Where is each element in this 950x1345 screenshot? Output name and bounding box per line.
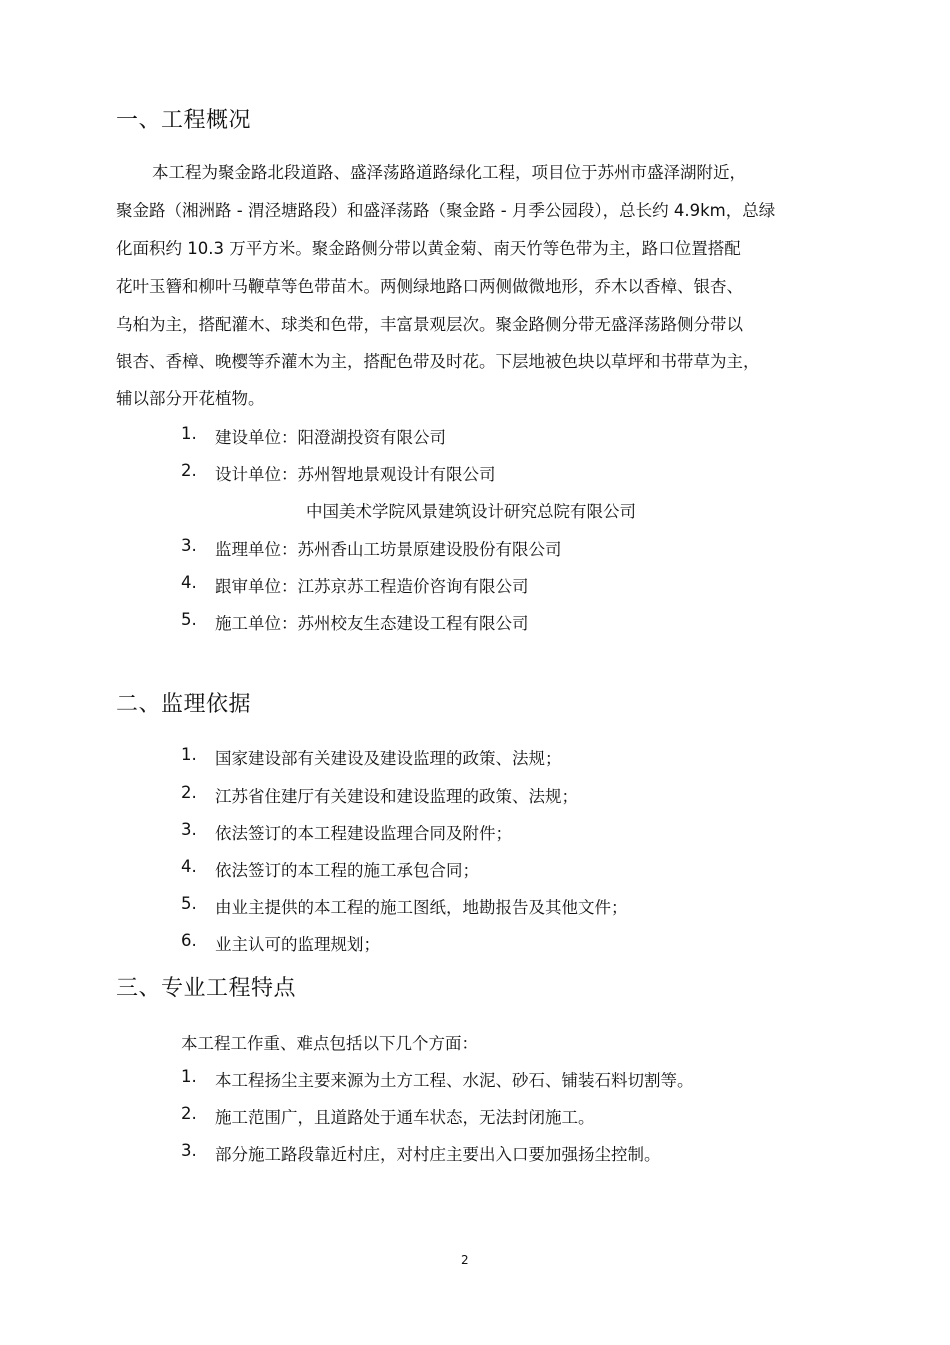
list-text: 施工单位：苏州校友生态建设工程有限公司 <box>215 614 529 633</box>
paragraph-line: 银杏、香樟、晚樱等乔灌木为主，搭配色带及时花。下层地被色块以草坪和书带草为主， <box>116 352 760 371</box>
list-text: 建设单位：阳澄湖投资有限公司 <box>215 428 446 447</box>
list-text: 江苏省住建厅有关建设和建设监理的政策、法规； <box>215 787 578 806</box>
list-number: 3. <box>181 820 197 839</box>
list-number: 2. <box>181 1104 197 1123</box>
paragraph-line: 本工程为聚金路北段道路、盛泽荡路道路绿化工程，项目位于苏州市盛泽湖附近， <box>152 163 746 182</box>
list-text: 业主认可的监理规划； <box>215 935 380 954</box>
list-number: 4. <box>181 857 197 876</box>
paragraph-line: 化面积约 10.3 万平方米。聚金路侧分带以黄金菊、南天竹等色带为主，路口位置搭配 <box>116 239 741 258</box>
list-text: 依法签订的本工程建设监理合同及附件； <box>215 824 512 843</box>
list-number: 3. <box>181 536 197 555</box>
paragraph-line: 辅以部分开花植物。 <box>116 389 265 408</box>
list-text: 施工范围广，且道路处于通车状态，无法封闭施工。 <box>215 1108 595 1127</box>
list-number: 1. <box>181 1067 197 1086</box>
list-text: 本工程扬尘主要来源为土方工程、水泥、砂石、铺装石料切割等。 <box>215 1071 694 1090</box>
list-number: 1. <box>181 424 197 443</box>
list-text: 监理单位：苏州香山工坊景原建设股份有限公司 <box>215 540 562 559</box>
list-text: 设计单位：苏州智地景观设计有限公司 <box>215 465 496 484</box>
section-heading-features: 三、专业工程特点 <box>116 976 297 1001</box>
list-number: 2. <box>181 783 197 802</box>
list-number: 1. <box>181 745 197 764</box>
section-heading-basis: 二、监理依据 <box>116 692 252 717</box>
paragraph-line: 聚金路（湘洲路 - 渭泾塘路段）和盛泽荡路（聚金路 - 月季公园段），总长约 4.9km，总绿 <box>116 201 776 220</box>
list-text: 中国美术学院风景建筑设计研究总院有限公司 <box>306 502 636 521</box>
list-number: 5. <box>181 610 197 629</box>
list-text: 依法签订的本工程的施工承包合同； <box>215 861 479 880</box>
paragraph-line: 花叶玉簪和柳叶马鞭草等色带苗木。两侧绿地路口两侧做微地形，乔木以香樟、银杏、 <box>116 277 743 296</box>
list-text: 跟审单位：江苏京苏工程造价咨询有限公司 <box>215 577 529 596</box>
list-number: 3. <box>181 1141 197 1160</box>
paragraph-line: 乌桕为主，搭配灌木、球类和色带，丰富景观层次。聚金路侧分带无盛泽荡路侧分带以 <box>116 315 743 334</box>
list-number: 4. <box>181 573 197 592</box>
list-number: 5. <box>181 894 197 913</box>
list-text: 部分施工路段靠近村庄，对村庄主要出入口要加强扬尘控制。 <box>215 1145 661 1164</box>
list-text: 国家建设部有关建设及建设监理的政策、法规； <box>215 749 562 768</box>
list-text: 由业主提供的本工程的施工图纸，地勘报告及其他文件； <box>215 898 628 917</box>
section-heading-overview: 一、工程概况 <box>116 108 252 133</box>
list-number: 2. <box>181 461 197 480</box>
list-number: 6. <box>181 931 197 950</box>
page-number: 2 <box>461 1253 469 1267</box>
section-intro: 本工程工作重、难点包括以下几个方面： <box>181 1034 478 1053</box>
